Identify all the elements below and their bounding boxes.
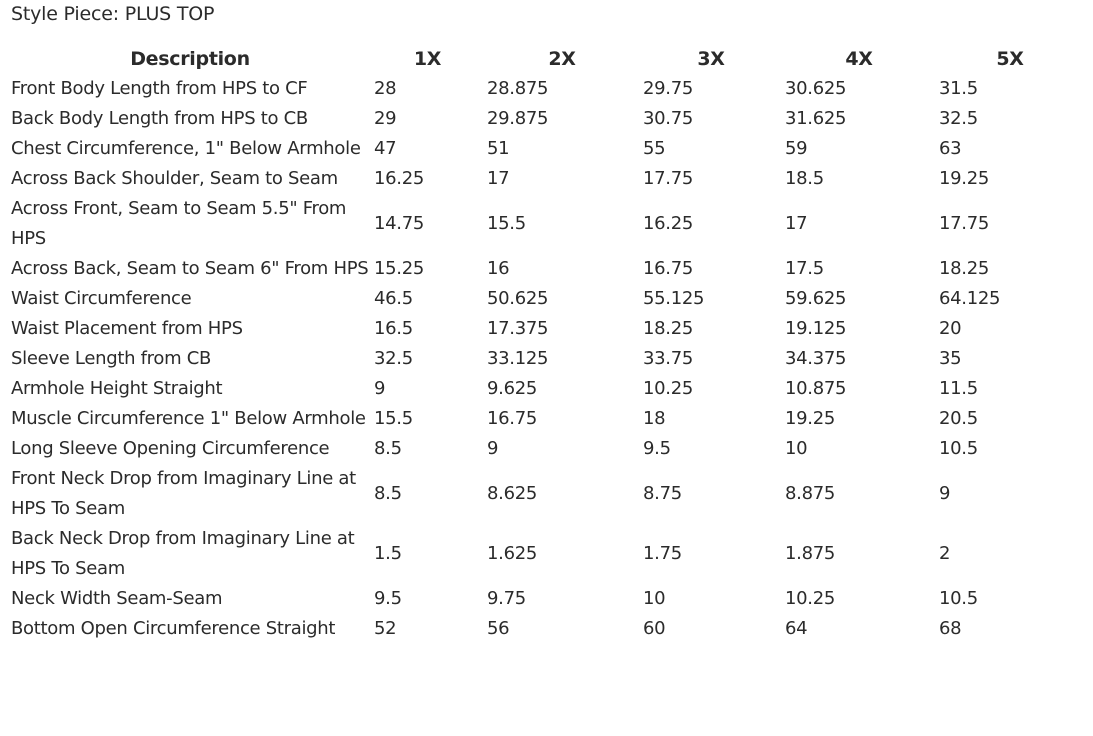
header-size-1x: 1X bbox=[413, 48, 442, 70]
cell-size-2x: 51 bbox=[487, 138, 510, 159]
cell-size-2x: 17 bbox=[487, 168, 510, 189]
cell-size-5x: 17.75 bbox=[939, 213, 990, 234]
row-description: Front Body Length from HPS to CF bbox=[11, 78, 308, 99]
row-description: Bottom Open Circumference Straight bbox=[11, 618, 336, 639]
cell-size-4x: 10.25 bbox=[785, 588, 836, 609]
table-row bbox=[9, 164, 1084, 194]
cell-size-1x: 32.5 bbox=[374, 348, 413, 369]
cell-size-3x: 8.75 bbox=[643, 483, 682, 504]
row-description: Across Front, Seam to Seam 5.5" From HPS bbox=[11, 198, 347, 249]
table-row bbox=[9, 254, 1084, 284]
cell-size-5x: 63 bbox=[939, 138, 962, 159]
cell-size-5x: 64.125 bbox=[939, 288, 1001, 309]
cell-size-2x: 33.125 bbox=[487, 348, 549, 369]
cell-size-1x: 15.5 bbox=[374, 408, 413, 429]
cell-size-2x: 56 bbox=[487, 618, 510, 639]
cell-size-2x: 9.75 bbox=[487, 588, 526, 609]
cell-size-4x: 64 bbox=[785, 618, 808, 639]
cell-size-3x: 30.75 bbox=[643, 108, 694, 129]
cell-size-3x: 18 bbox=[643, 408, 666, 429]
table-row bbox=[9, 314, 1084, 344]
row-description: Sleeve Length from CB bbox=[11, 348, 212, 369]
table-row bbox=[9, 74, 1084, 104]
table-row bbox=[9, 194, 1084, 254]
cell-size-4x: 59 bbox=[785, 138, 808, 159]
table-row bbox=[9, 374, 1084, 404]
cell-size-4x: 1.875 bbox=[785, 543, 836, 564]
cell-size-1x: 9.5 bbox=[374, 588, 402, 609]
cell-size-5x: 9 bbox=[939, 483, 951, 504]
cell-size-3x: 10 bbox=[643, 588, 666, 609]
cell-size-4x: 10 bbox=[785, 438, 808, 459]
table-row bbox=[9, 524, 1084, 584]
cell-size-4x: 8.875 bbox=[785, 483, 836, 504]
cell-size-4x: 19.25 bbox=[785, 408, 836, 429]
cell-size-2x: 9 bbox=[487, 438, 499, 459]
cell-size-1x: 47 bbox=[374, 138, 397, 159]
cell-size-2x: 28.875 bbox=[487, 78, 549, 99]
cell-size-1x: 14.75 bbox=[374, 213, 425, 234]
cell-size-5x: 2 bbox=[939, 543, 951, 564]
cell-size-2x: 17.375 bbox=[487, 318, 549, 339]
cell-size-2x: 8.625 bbox=[487, 483, 538, 504]
row-description: Neck Width Seam-Seam bbox=[11, 588, 223, 609]
cell-size-4x: 18.5 bbox=[785, 168, 824, 189]
header-size-3x: 3X bbox=[697, 48, 725, 70]
cell-size-1x: 28 bbox=[374, 78, 397, 99]
row-description: Across Back, Seam to Seam 6" From HPS bbox=[11, 258, 369, 279]
cell-size-5x: 68 bbox=[939, 618, 962, 639]
cell-size-1x: 8.5 bbox=[374, 483, 402, 504]
cell-size-1x: 9 bbox=[374, 378, 386, 399]
cell-size-3x: 10.25 bbox=[643, 378, 694, 399]
cell-size-4x: 59.625 bbox=[785, 288, 847, 309]
cell-size-1x: 46.5 bbox=[374, 288, 413, 309]
cell-size-3x: 55 bbox=[643, 138, 666, 159]
cell-size-5x: 10.5 bbox=[939, 438, 978, 459]
cell-size-5x: 20.5 bbox=[939, 408, 978, 429]
header-row bbox=[9, 45, 1084, 74]
cell-size-2x: 50.625 bbox=[487, 288, 549, 309]
cell-size-1x: 16.25 bbox=[374, 168, 425, 189]
cell-size-5x: 19.25 bbox=[939, 168, 990, 189]
cell-size-4x: 30.625 bbox=[785, 78, 847, 99]
cell-size-3x: 29.75 bbox=[643, 78, 694, 99]
table-row bbox=[9, 584, 1084, 614]
cell-size-3x: 60 bbox=[643, 618, 666, 639]
row-description: Back Neck Drop from Imaginary Line at HPS To Seam bbox=[11, 528, 355, 579]
cell-size-2x: 16.75 bbox=[487, 408, 538, 429]
cell-size-5x: 31.5 bbox=[939, 78, 978, 99]
row-description: Armhole Height Straight bbox=[11, 378, 223, 399]
row-description: Waist Circumference bbox=[11, 288, 192, 309]
cell-size-4x: 34.375 bbox=[785, 348, 847, 369]
cell-size-2x: 15.5 bbox=[487, 213, 526, 234]
cell-size-4x: 19.125 bbox=[785, 318, 847, 339]
cell-size-5x: 10.5 bbox=[939, 588, 978, 609]
table-row bbox=[9, 284, 1084, 314]
cell-size-2x: 9.625 bbox=[487, 378, 538, 399]
cell-size-2x: 1.625 bbox=[487, 543, 538, 564]
cell-size-5x: 32.5 bbox=[939, 108, 978, 129]
cell-size-4x: 31.625 bbox=[785, 108, 847, 129]
cell-size-2x: 29.875 bbox=[487, 108, 549, 129]
cell-size-3x: 17.75 bbox=[643, 168, 694, 189]
cell-size-5x: 18.25 bbox=[939, 258, 990, 279]
cell-size-4x: 10.875 bbox=[785, 378, 847, 399]
header-description: Description bbox=[130, 48, 250, 70]
table-row bbox=[9, 434, 1084, 464]
row-description: Long Sleeve Opening Circumference bbox=[11, 438, 330, 459]
page-title: Style Piece: PLUS TOP bbox=[11, 3, 215, 25]
cell-size-3x: 9.5 bbox=[643, 438, 671, 459]
cell-size-3x: 16.25 bbox=[643, 213, 694, 234]
table-row bbox=[9, 464, 1084, 524]
cell-size-1x: 15.25 bbox=[374, 258, 425, 279]
row-description: Muscle Circumference 1" Below Armhole bbox=[11, 408, 366, 429]
cell-size-5x: 20 bbox=[939, 318, 962, 339]
cell-size-5x: 35 bbox=[939, 348, 962, 369]
table-row bbox=[9, 134, 1084, 164]
cell-size-1x: 52 bbox=[374, 618, 397, 639]
table-row bbox=[9, 344, 1084, 374]
cell-size-3x: 1.75 bbox=[643, 543, 682, 564]
cell-size-2x: 16 bbox=[487, 258, 510, 279]
cell-size-5x: 11.5 bbox=[939, 378, 978, 399]
cell-size-3x: 18.25 bbox=[643, 318, 694, 339]
size-spec-table bbox=[9, 45, 1084, 644]
header-size-2x: 2X bbox=[548, 48, 576, 70]
row-description: Waist Placement from HPS bbox=[11, 318, 243, 339]
table-row bbox=[9, 404, 1084, 434]
row-description: Front Neck Drop from Imaginary Line at HPS To Seam bbox=[11, 468, 356, 519]
cell-size-1x: 1.5 bbox=[374, 543, 402, 564]
header-size-5x: 5X bbox=[996, 48, 1024, 70]
cell-size-1x: 8.5 bbox=[374, 438, 402, 459]
row-description: Across Back Shoulder, Seam to Seam bbox=[11, 168, 338, 189]
cell-size-4x: 17.5 bbox=[785, 258, 824, 279]
cell-size-3x: 55.125 bbox=[643, 288, 705, 309]
cell-size-3x: 33.75 bbox=[643, 348, 694, 369]
cell-size-3x: 16.75 bbox=[643, 258, 694, 279]
table-row bbox=[9, 614, 1084, 644]
table-body bbox=[9, 74, 1084, 644]
row-description: Chest Circumference, 1" Below Armhole bbox=[11, 138, 361, 159]
table-row bbox=[9, 104, 1084, 134]
cell-size-4x: 17 bbox=[785, 213, 808, 234]
cell-size-1x: 16.5 bbox=[374, 318, 413, 339]
header-size-4x: 4X bbox=[845, 48, 873, 70]
cell-size-1x: 29 bbox=[374, 108, 397, 129]
row-description: Back Body Length from HPS to CB bbox=[11, 108, 308, 129]
